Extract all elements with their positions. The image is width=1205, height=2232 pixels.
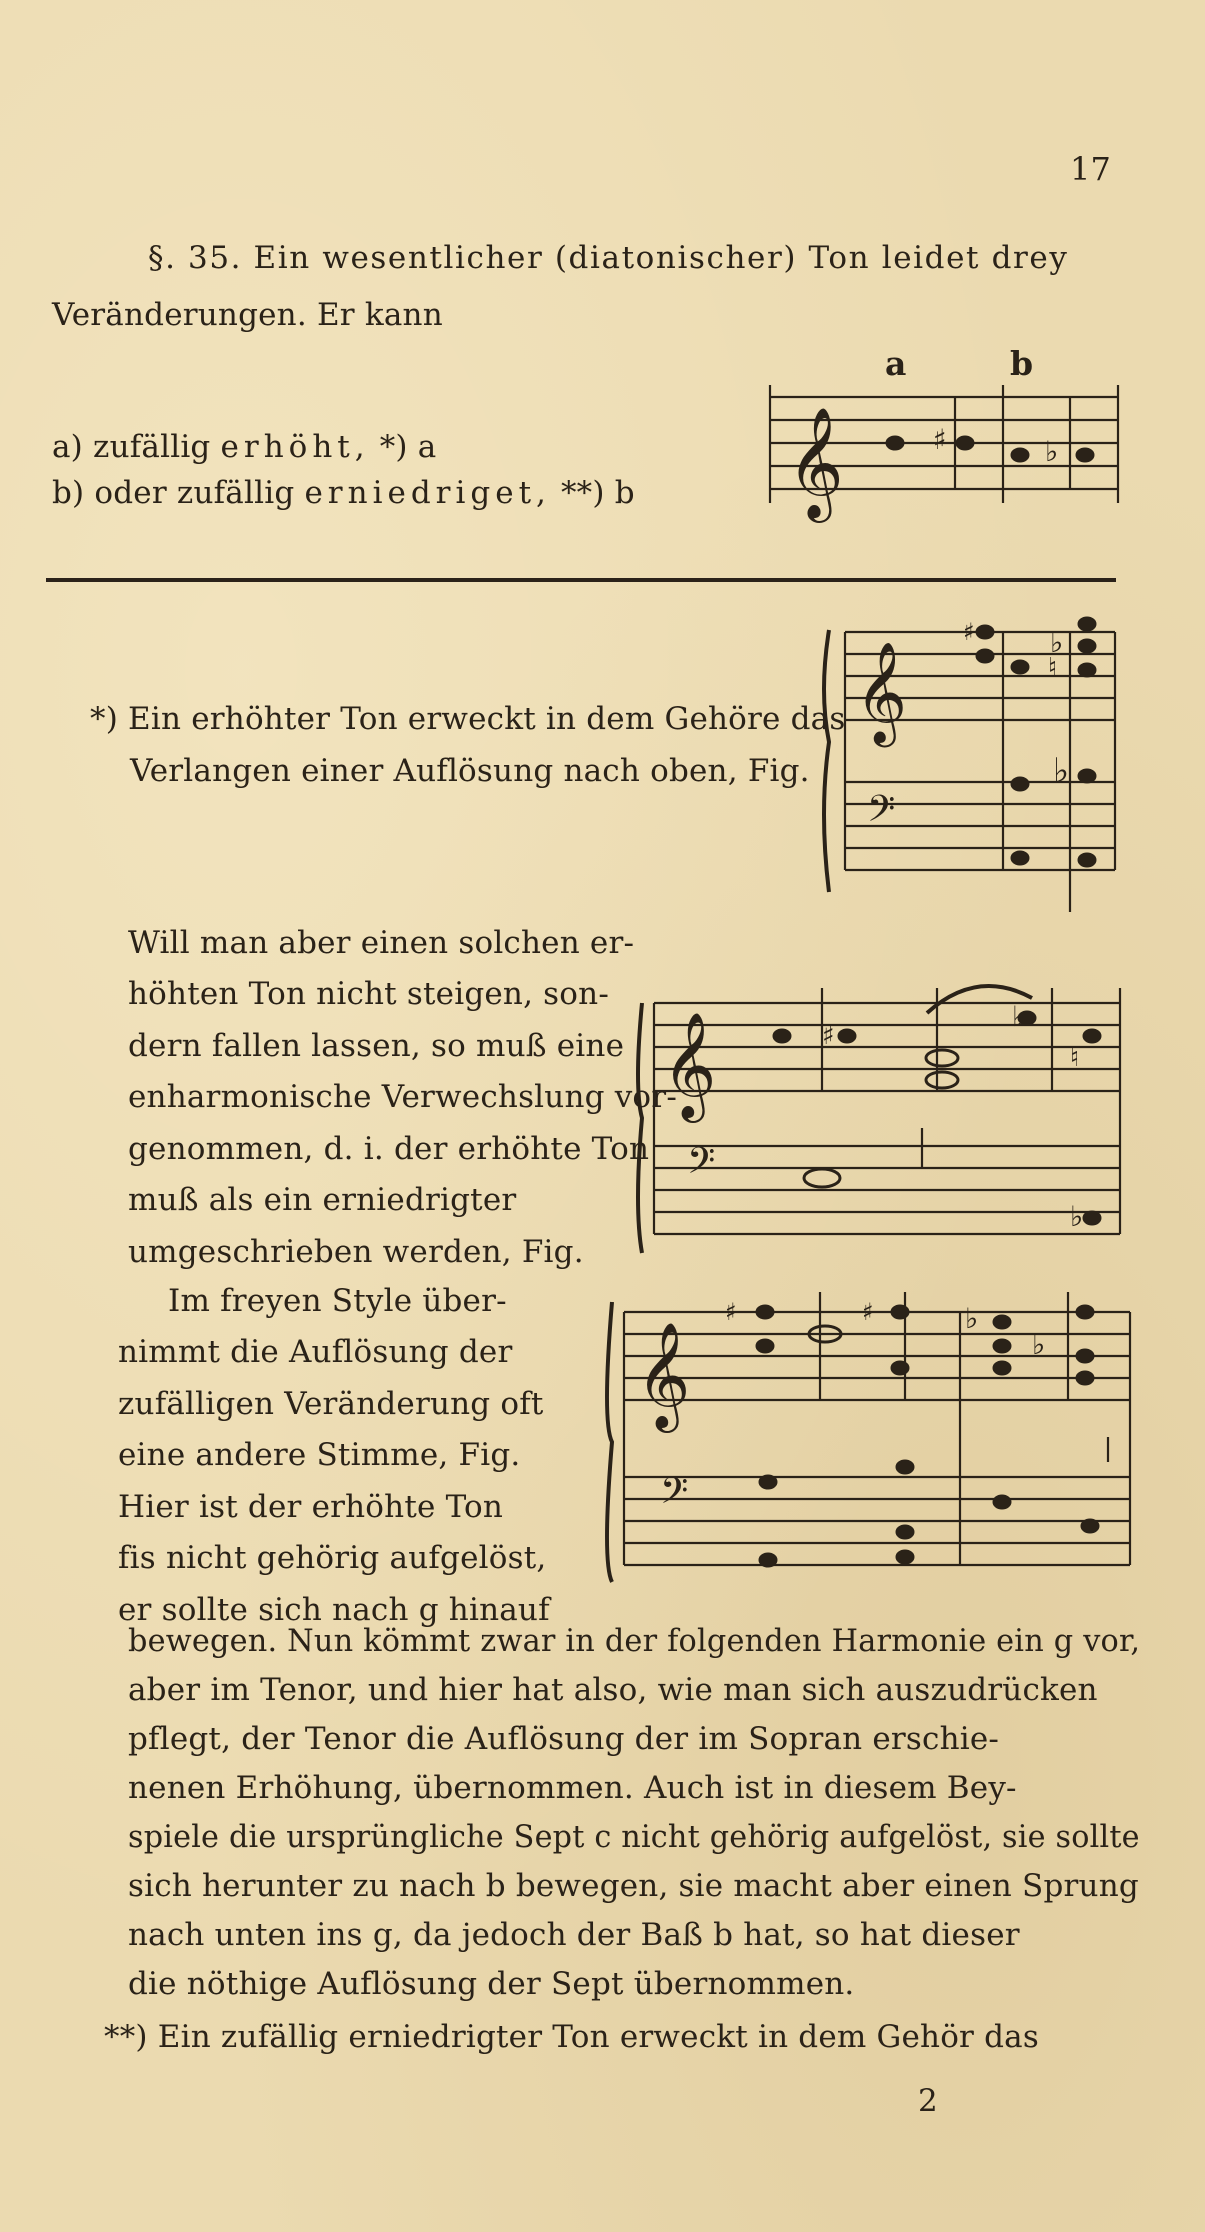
flat-icon: ♭ (1012, 1000, 1026, 1033)
para3-line: nimmt die Auflösung der (118, 1334, 513, 1370)
flat-icon: ♭ (1032, 1328, 1046, 1361)
sharp-icon: ♯ (862, 1298, 874, 1326)
para2-line: dern fallen lassen, so muß eine (128, 1028, 625, 1064)
para4-line: aber im Tenor, und hier hat also, wie man sich auszudrücken (128, 1672, 1098, 1708)
para4-line: bewegen. Nun kömmt zwar in der folgenden Harmonie ein g vor, (128, 1623, 1141, 1659)
para3-line: fis nicht gehörig aufgelöst, (118, 1540, 547, 1576)
footnote1-line-2: Verlangen einer Auflösung nach oben, Fig. (130, 753, 810, 789)
treble-clef-icon: 𝄞 (787, 406, 844, 518)
para4-line: nach unten ins g, da jedoch der Baß b hat, so hat dieser (128, 1917, 1020, 1953)
para2-line: Will man aber einen solchen er- (128, 925, 635, 961)
divider-rule (46, 578, 1116, 582)
sharp-icon: ♯ (822, 1021, 835, 1051)
music-example-1 (765, 345, 1125, 520)
para4-line: sich herunter zu nach b bewegen, sie macht aber einen Sprung (128, 1868, 1139, 1904)
natural-icon: ♮ (1048, 653, 1058, 683)
footnote1-line-1: *) Ein erhöhter Ton erweckt in dem Gehöre das (90, 701, 846, 737)
item-b-tail: **) b (560, 475, 635, 511)
treble-clef-icon: 𝄞 (855, 640, 908, 743)
music-example-4 (600, 1282, 1140, 1602)
treble-clef-icon: 𝄞 (662, 1011, 717, 1118)
item-b-emphasis: erniedriget, (304, 475, 551, 511)
para2-line: höhten Ton nicht steigen, son- (128, 976, 609, 1012)
flat-icon: ♭ (1053, 751, 1070, 791)
label-a: a (885, 344, 907, 383)
item-b-text (52, 474, 635, 512)
flat-icon: ♭ (1070, 1200, 1084, 1233)
natural-icon: ♮ (1070, 1043, 1080, 1073)
para2-line: genommen, d. i. der erhöhte Ton (128, 1131, 650, 1167)
section-line-2: Veränderungen. Er kann (52, 297, 443, 333)
para3-line: er sollte sich nach g hinauf (118, 1592, 550, 1628)
para3-line: Hier ist der erhöhte Ton (118, 1489, 504, 1525)
treble-clef-icon: 𝄞 (636, 1321, 691, 1428)
music-example-2 (815, 612, 1125, 922)
page-number: 17 (1070, 150, 1112, 188)
signature-mark: 2 (918, 2083, 938, 2119)
para2-line: umgeschrieben werden, Fig. (128, 1234, 584, 1270)
para4-line: nenen Erhöhung, übernommen. Auch ist in diesem Bey- (128, 1770, 1017, 1806)
para2-line: enharmonische Verwechslung vor- (128, 1079, 677, 1115)
bass-clef-icon: 𝄢 (687, 1140, 716, 1191)
label-b: b (1010, 344, 1034, 383)
bass-clef-icon: 𝄢 (660, 1470, 689, 1521)
item-a-tail: *) a (379, 429, 437, 465)
para2-line: muß als ein erniedrigter (128, 1182, 517, 1218)
flat-icon: ♭ (1045, 435, 1059, 468)
para4-line: spiele die ursprüngliche Sept c nicht gehörig aufgelöst, sie sollte (128, 1819, 1140, 1855)
flat-icon: ♭ (965, 1302, 979, 1335)
sharp-icon: ♯ (725, 1298, 737, 1326)
para3-line: eine andere Stimme, Fig. (118, 1437, 521, 1473)
para3-line: Im freyen Style über- (168, 1283, 507, 1319)
sharp-icon: ♯ (963, 618, 975, 646)
para3-line: zufälligen Veränderung oft (118, 1386, 544, 1422)
item-a-emphasis: erhöht, (220, 429, 370, 465)
para4-line: pflegt, der Tenor die Auflösung der im Sopran erschie- (128, 1721, 1000, 1757)
bass-clef-icon: 𝄢 (867, 788, 896, 839)
section-line-1: §. 35. Ein wesentlicher (diatonischer) Ton leidet drey (148, 240, 1069, 276)
music-example-3 (632, 968, 1132, 1258)
item-b-label: b) oder zufällig (52, 475, 295, 511)
para4-line: die nöthige Auflösung der Sept übernommen. (128, 1966, 855, 2002)
sharp-icon: ♯ (933, 423, 947, 456)
item-a-label: a) zufällig (52, 429, 211, 465)
item-a-text (52, 428, 436, 466)
footnote2-line: **) Ein zufällig erniedrigter Ton erweckt in dem Gehör das (104, 2019, 1039, 2055)
flat-icon: ♭ (1050, 626, 1064, 659)
